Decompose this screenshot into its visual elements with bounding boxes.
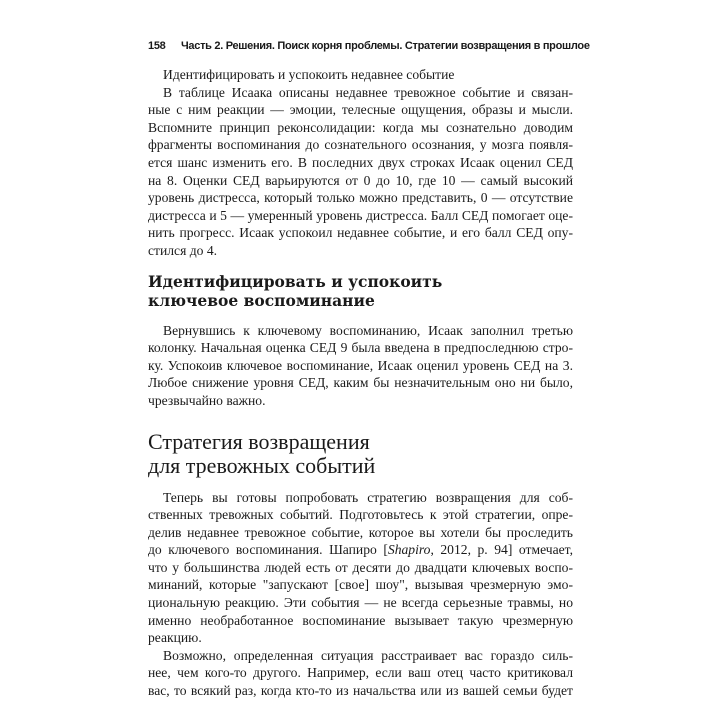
text-line: фрагменты воспоминания до сознательного осознания, у мозга появля- [148,137,573,153]
text-line: чрезвычайно важно. [148,392,266,408]
text-line: нее, чем кого-то другого. Например, если ваш отец часто критиковал [148,665,573,681]
text-line: уровень дистресса, который только можно представить, 0 — отсутствие [148,190,573,206]
text-line: ственных тревожных событий. Подготовьтесь к этой стратегии, опре- [148,507,573,523]
text-line: циональную реакцию. Эти события — не всегда серьезные травмы, но [148,595,573,611]
text-line: Возможно, определенная ситуация расстраивает вас гораздо силь- [163,647,573,663]
text-line: вас, то всякий раз, когда кто-то из начальства или из вашей семьи будет [148,683,573,699]
text-line: стился до 4. [148,242,218,258]
section-strategy [148,489,573,700]
running-header [148,39,590,53]
heading-line: ключевое воспоминание [148,290,375,310]
text-line: минаний, которые "запускают [свое] шоу", вызывая чрезмерную эмо- [148,577,573,593]
subtitle: Идентифицировать и успокоить недавнее событие [163,67,455,82]
text-line: ные с ним реакции — эмоции, телесные ощущения, образы и мысли. [148,102,573,118]
text-line: Вспомните принцип реконсолидации: когда мы сознательно доводим [148,119,573,135]
text-line: колонку. Начальная оценка СЕД 9 была введена в предпоследнюю стро- [148,340,573,356]
heading-line: для тревожных событий [148,452,376,478]
citation-author: Shapiro [387,542,431,558]
text-line: Любое снижение уровня СЕД, каким бы незначительным оно ни было, [148,375,573,391]
section-key-memory [148,322,573,410]
section-recent-event [148,66,573,260]
page-number: 158 [148,40,166,52]
text: до ключевого воспоминания. Шапиро [ [148,542,388,558]
chapter-section-heading [148,430,573,478]
text-line: ется шанс изменить его. В последних двух строках Исаак оценил СЕД [148,154,573,170]
heading-line: Идентифицировать и успокоить [148,271,443,291]
text-line: реакцию. [148,630,202,646]
section-heading-key-memory [148,272,573,310]
text-line: именно необработанное воспоминание вызывает такую чрезмерную [148,612,573,628]
text-line: на 8. Оценки СЕД варьируются от 0 до 10, где 10 — самый высокий [148,172,573,188]
citation-line [148,541,573,559]
text-line: Теперь вы готовы попробовать стратегию возвращения для соб- [163,489,573,505]
text-line: нить прогресс. Исаак успокоил недавнее событие, и его балл СЕД опу- [148,225,573,241]
text-line: дистресса и 5 — умеренный уровень дистресса. Балл СЕД помогает оце- [148,207,573,223]
text-line: что у большинства людей есть от десяти до двадцати ключевых воспо- [148,559,573,575]
heading-line: Стратегия возвращения [148,428,370,454]
running-title: Часть 2. Решения. Поиск корня проблемы. Стратегии возвращения в прошлое [181,40,590,52]
text-line: делив недавнее тревожное событие, которое вы хотели бы проследить [148,524,573,540]
text: , 2012, p. 94] отмечает, [430,542,573,558]
text-line: ку. Успокоив ключевое воспоминание, Исаак оценил уровень СЕД на 3. [148,357,573,373]
text-line: Вернувшись к ключевому воспоминанию, Исаак заполнил третью [163,322,573,338]
text-line: В таблице Исаака описаны недавнее тревожное событие и связан- [163,84,573,100]
book-page [148,39,590,700]
